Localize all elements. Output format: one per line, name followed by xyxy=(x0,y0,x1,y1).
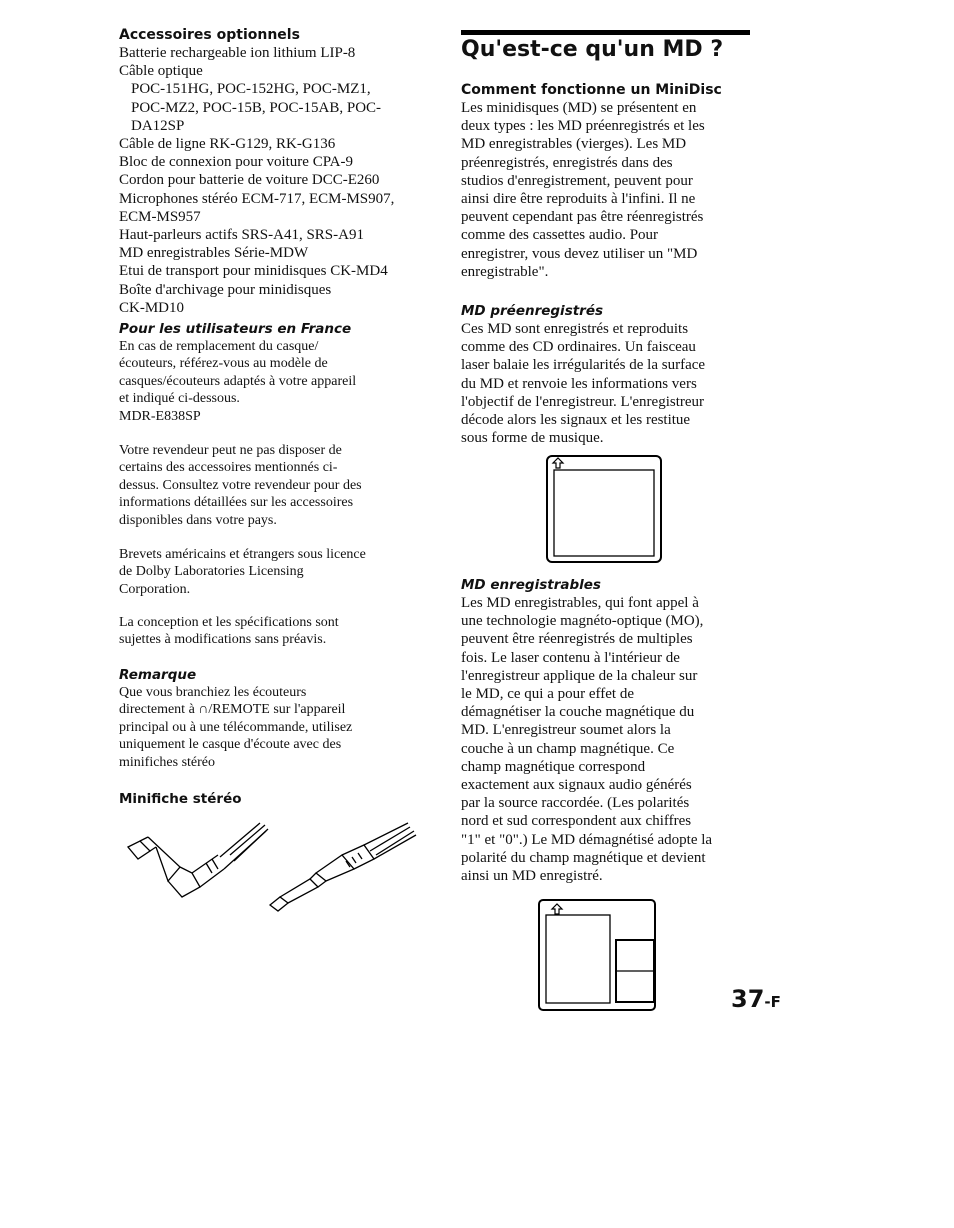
remark-text xyxy=(119,684,419,771)
text-line: uniquement le casque d'écoute avec des xyxy=(119,737,342,753)
text-line: peuvent cependant pas être réenregistrés xyxy=(461,209,704,226)
page-number xyxy=(731,985,781,1016)
how-section xyxy=(461,81,756,281)
list-item: Boîte d'archivage pour minidisques xyxy=(119,281,332,298)
list-item: MD enregistrables Série-MDW xyxy=(119,245,309,262)
list-item: CK-MD10 xyxy=(119,299,185,316)
list-item: DA12SP xyxy=(131,117,185,134)
text-line: Votre revendeur peut ne pas disposer de xyxy=(119,443,342,458)
list-item: Haut-parleurs actifs SRS-A41, SRS-A91 xyxy=(119,227,364,244)
left-column xyxy=(119,26,419,317)
text-line: Que vous branchiez les écouteurs xyxy=(119,685,307,700)
stereo-mini-plug-icon xyxy=(120,815,420,915)
text-line: le MD, ce qui a pour effet de xyxy=(461,686,634,703)
list-item: Cordon pour batterie de voiture DCC-E260 xyxy=(119,172,380,189)
france-section xyxy=(119,320,419,425)
list-item: ECM-MS957 xyxy=(119,208,201,225)
text-line: minifiches stéréo xyxy=(119,754,216,770)
text-line: informations détaillées sur les accessoires xyxy=(119,495,354,511)
text-line: sujettes à modifications sans préavis. xyxy=(119,632,327,648)
arrow-up-icon xyxy=(553,458,563,468)
text-line: écouteurs, référez-vous au modèle de xyxy=(119,356,328,372)
text-line: peuvent être réenregistrés de multiples xyxy=(461,631,693,648)
text-line: Ces MD sont enregistrés et reproduits xyxy=(461,321,689,337)
text-line: dessus. Consultez votre revendeur pour des xyxy=(119,477,362,493)
page-title: Qu'est-ce qu'un MD ? xyxy=(461,37,724,62)
text-line: préenregistrés, enregistrés dans des xyxy=(461,154,673,171)
france-heading: Pour les utilisateurs en France xyxy=(119,321,352,337)
text-line: l'objectif de l'enregistreur. L'enregistreur xyxy=(461,393,705,410)
text-line: En cas de remplacement du casque/ xyxy=(119,339,319,354)
text-line: du MD et renvoie les informations vers xyxy=(461,375,697,392)
accessories-list xyxy=(119,44,419,317)
text-line: principal ou à une télécommande, utilisez xyxy=(119,719,353,735)
text-line: disponibles dans votre pays. xyxy=(119,512,277,528)
text-line: certains des accessoires mentionnés ci- xyxy=(119,460,338,476)
text-line: Les MD enregistrables, qui font appel à xyxy=(461,595,699,611)
plug-caption: Minifiche stéréo xyxy=(119,791,242,807)
text-line: enregistrable". xyxy=(461,263,549,280)
arrow-up-icon xyxy=(552,904,562,914)
rec-text xyxy=(461,594,756,885)
text-line: polarité du champ magnétique et devient xyxy=(461,849,706,866)
md-premastered-icon xyxy=(546,455,664,565)
text-line: comme des CD ordinaires. Un faisceau xyxy=(461,339,696,356)
text-line: par la source raccordée. (Les polarités xyxy=(461,795,690,812)
patent-paragraph xyxy=(119,546,419,598)
text-line: Les minidisques (MD) se présentent en xyxy=(461,100,697,116)
plug-caption-wrap xyxy=(119,790,419,808)
text-line: MD enregistrables (vierges). Les MD xyxy=(461,136,687,153)
text-line: nord et sud correspondent aux chiffres xyxy=(461,813,692,830)
text-line: studios d'enregistrement, peuvent pour xyxy=(461,172,693,189)
text-line: et indiqué ci-dessous. xyxy=(119,391,240,407)
rec-heading: MD enregistrables xyxy=(461,577,601,593)
md-recordable-icon xyxy=(538,898,658,1013)
list-item: Microphones stéréo ECM-717, ECM-MS907, xyxy=(119,190,395,207)
text-line: ainsi dire être reproduits à l'infini. Il ne xyxy=(461,191,696,208)
remark-heading: Remarque xyxy=(119,667,197,683)
text-line: démagnétiser la couche magnétique du xyxy=(461,704,695,721)
text-line: une technologie magnéto-optique (MO), xyxy=(461,613,704,630)
text-line: directement à ∩/REMOTE sur l'appareil xyxy=(119,702,346,718)
text-line: sous forme de musique. xyxy=(461,430,604,447)
list-item: Câble de ligne RK-G129, RK-G136 xyxy=(119,136,336,153)
pre-heading: MD préenregistrés xyxy=(461,303,604,319)
spec-paragraph xyxy=(119,614,419,649)
text-line: fois. Le laser contenu à l'intérieur de xyxy=(461,649,680,666)
text-line: décode alors les signaux et les restitue xyxy=(461,412,691,429)
text-line: casques/écouteurs adaptés à votre appareil xyxy=(119,373,357,389)
how-heading: Comment fonctionne un MiniDisc xyxy=(461,82,722,98)
how-text xyxy=(461,99,756,281)
pre-text xyxy=(461,320,756,447)
text-line: "1" et "0".) Le MD démagnétisé adopte la xyxy=(461,831,713,848)
text-line: laser balaie les irrégularités de la surface xyxy=(461,357,706,374)
page-number-suffix: -F xyxy=(764,993,781,1011)
dealer-paragraph xyxy=(119,442,419,529)
text-line: champ magnétique correspond xyxy=(461,758,646,775)
text-line: l'enregistreur applique de la chaleur sur xyxy=(461,667,698,684)
text-line: deux types : les MD préenregistrés et les xyxy=(461,118,705,135)
list-item: Etui de transport pour minidisques CK-MD4 xyxy=(119,263,388,280)
text-line: MD. L'enregistreur soumet alors la xyxy=(461,722,671,739)
accessories-heading: Accessoires optionnels xyxy=(119,27,300,43)
list-item: Câble optique xyxy=(119,63,203,80)
title-rule xyxy=(461,30,750,35)
page-number-value: 37 xyxy=(731,985,765,1013)
text-line: La conception et les spécifications sont xyxy=(119,615,339,630)
text-line: de Dolby Laboratories Licensing xyxy=(119,564,304,580)
text-line: Corporation. xyxy=(119,581,191,597)
text-line: exactement aux signaux audio générés xyxy=(461,777,692,794)
remark-section xyxy=(119,666,419,771)
list-item: POC-151HG, POC-152HG, POC-MZ1, xyxy=(131,81,371,98)
france-text xyxy=(119,338,419,425)
pre-section xyxy=(461,302,756,447)
text-line: enregistrer, vous devez utiliser un "MD xyxy=(461,245,698,262)
text-line: Brevets américains et étrangers sous licence xyxy=(119,547,366,562)
text-line: ainsi un MD enregistré. xyxy=(461,868,603,885)
text-line: couche à un champ magnétique. Ce xyxy=(461,740,675,757)
list-item: Batterie rechargeable ion lithium LIP-8 xyxy=(119,45,356,61)
list-item: Bloc de connexion pour voiture CPA-9 xyxy=(119,154,354,171)
text-line: comme des cassettes audio. Pour xyxy=(461,227,659,244)
rec-section xyxy=(461,576,756,885)
list-item: POC-MZ2, POC-15B, POC-15AB, POC- xyxy=(131,99,382,116)
text-line: MDR-E838SP xyxy=(119,408,201,424)
